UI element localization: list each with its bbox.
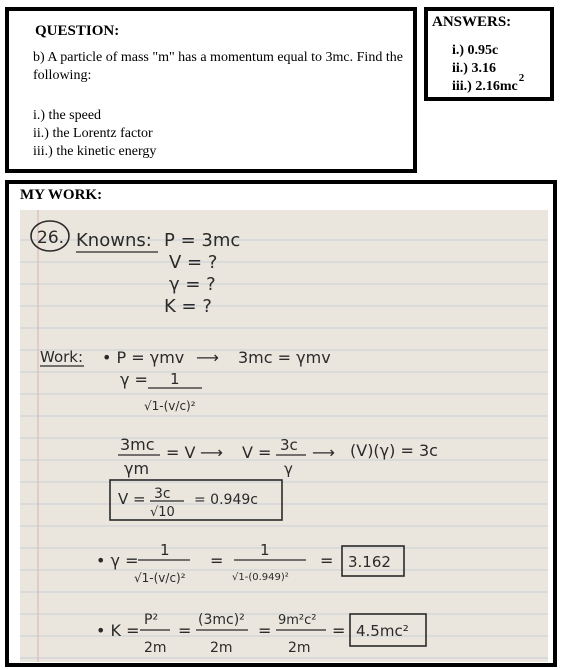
answer-item-speed: i.) 0.95c [452, 43, 499, 58]
question-panel [5, 7, 417, 173]
frac-3mc-numerator: 3mc [120, 435, 155, 454]
gamma-equals-2: = [320, 551, 334, 570]
step1-substitution: 3mc = γmv [238, 348, 331, 367]
question-list [33, 107, 156, 161]
answer-item-lorentz-factor: ii.) 3.16 [452, 61, 496, 76]
question-item-kinetic-energy: iii.) the kinetic energy [33, 144, 157, 159]
work-panel [5, 180, 557, 667]
known-speed: V = ? [169, 252, 218, 273]
answers-panel [424, 7, 554, 101]
v-gamma-product: (V)(γ) = 3c [350, 441, 438, 460]
gamma-step-numerator: 1 [160, 541, 170, 559]
handwritten-work-photo [20, 210, 548, 662]
known-kinetic-energy: K = ? [164, 296, 212, 317]
frac-3c-denominator: γ [284, 460, 293, 478]
v-equals: V = [242, 443, 272, 462]
gamma-step2-numerator: 1 [260, 541, 270, 559]
k-frac3-denominator: 2m [288, 640, 311, 656]
known-momentum: P = 3mc [164, 230, 241, 251]
arrow-to-v: ⟶ [200, 443, 223, 462]
answers-title: ANSWERS: [432, 14, 512, 30]
frac-3mc-denominator: γm [124, 459, 150, 478]
k-frac1-denominator: 2m [144, 640, 167, 656]
gamma-result: 3.162 [348, 553, 391, 571]
k-frac1-numerator: P² [144, 612, 159, 628]
answer-kinetic-energy-exponent: 2 [518, 72, 525, 84]
answer-kinetic-energy-value: iii.) 2.16mc [452, 79, 518, 94]
work-label: Work: [40, 348, 84, 366]
problem-number: 26. [37, 228, 65, 248]
gamma-def-numerator: 1 [170, 370, 180, 388]
kinetic-energy-result: 4.5mc² [356, 622, 409, 640]
notebook-page [20, 210, 548, 662]
question-title: QUESTION: [35, 23, 120, 39]
boxed-v-result: = 0.949c [194, 492, 258, 508]
question-prompt: b) A particle of mass "m" has a momentum equal to 3mc. Find the following: [33, 50, 403, 83]
boxed-v-numerator: 3c [154, 486, 171, 502]
k-equals-1: = [178, 621, 192, 640]
k-step-left: • K = [96, 621, 140, 640]
known-gamma: γ = ? [169, 274, 216, 295]
work-title: MY WORK: [20, 187, 103, 203]
frac-3c-numerator: 3c [280, 436, 298, 454]
gamma-equals-1: = [210, 551, 224, 570]
k-equals-2: = [258, 621, 272, 640]
step1-momentum-eq: • P = γmv [102, 348, 185, 367]
equals-v: = V [166, 443, 196, 462]
step1-arrow: ⟶ [196, 348, 219, 367]
knowns-label: Knowns: [76, 230, 152, 251]
k-equals-3: = [332, 621, 346, 640]
k-frac2-denominator: 2m [210, 640, 233, 656]
k-frac3-numerator: 9m²c² [278, 613, 317, 628]
gamma-step2-denominator: √1-(0.949)² [232, 572, 289, 583]
question-item-lorentz-factor: ii.) the Lorentz factor [33, 126, 153, 141]
gamma-step-left: • γ = [96, 551, 139, 570]
question-item-speed: i.) the speed [33, 108, 102, 123]
gamma-step-denominator: √1-(v/c)² [134, 571, 186, 585]
arrow-to-product: ⟶ [312, 443, 335, 462]
answers-list [452, 42, 523, 96]
gamma-def-left: γ = [120, 370, 148, 389]
gamma-def-denominator: √1-(v/c)² [144, 399, 196, 413]
boxed-v-denominator: √10 [150, 505, 175, 520]
k-frac2-numerator: (3mc)² [198, 612, 245, 628]
boxed-v-left: V = [118, 490, 146, 508]
answer-item-kinetic-energy [452, 72, 525, 96]
